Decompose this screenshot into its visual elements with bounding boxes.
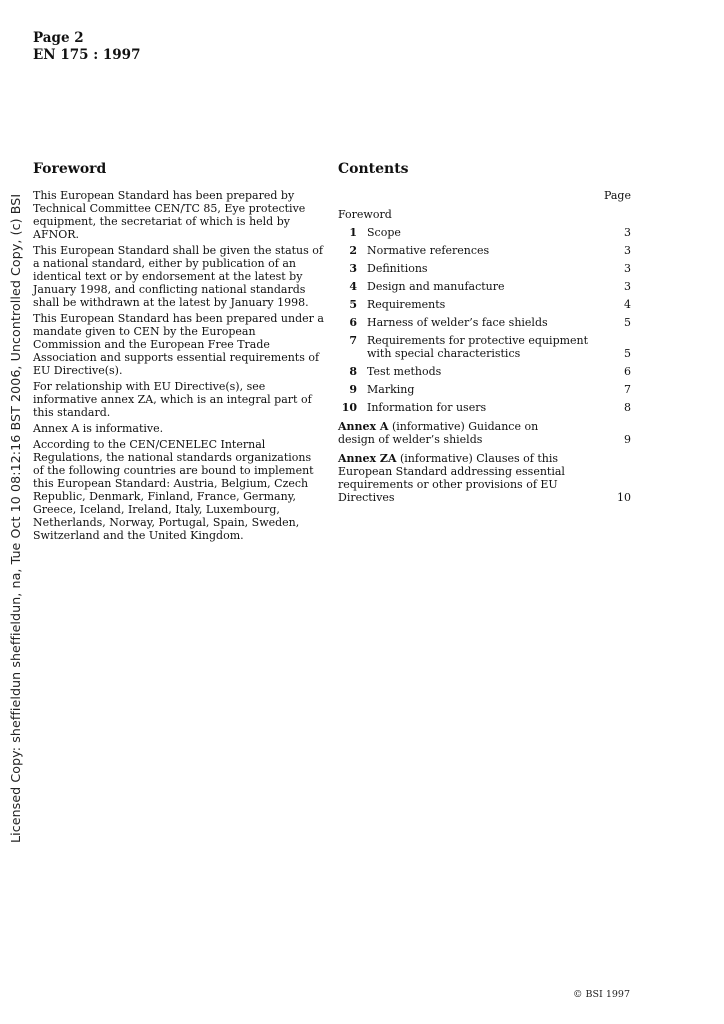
toc-num: 3: [349, 262, 357, 275]
toc-item[interactable]: [338, 226, 631, 239]
toc-page: 3: [624, 280, 631, 293]
toc-num: 5: [349, 298, 357, 311]
toc-item[interactable]: [338, 262, 631, 275]
contents-section: [338, 160, 631, 504]
toc-title: Test methods: [367, 365, 442, 378]
toc-title: Requirements: [367, 298, 446, 311]
page-header: [33, 30, 140, 64]
toc-title: Definitions: [367, 262, 428, 275]
toc-page: 6: [624, 365, 631, 378]
toc-num: 7: [349, 334, 357, 347]
toc-page: 5: [624, 347, 631, 360]
toc-item[interactable]: [338, 383, 631, 396]
license-watermark: Licensed Copy: sheffieldun sheffieldun, na, Tue Oct 10 08:12:16 BST 2006, Uncontrolled Copy, (c) BSI: [8, 193, 23, 843]
toc-page: 7: [624, 383, 631, 396]
toc-item[interactable]: [338, 401, 631, 414]
annex-text: (informative) Guidance on design of welder’s shields: [338, 420, 539, 446]
foreword-paragraph: According to the CEN/CENELEC Internal Regulations, the national standards organizations of the following countries are bound to implement this European Standard: Austria, Belgium, Czech Republic, Denmark, Finland, France, Germany, Greece, Iceland, Ireland, Italy, Luxembourg, Netherlands, Norway, Portugal, Spain, Sweden, Switzerland and the United Kingdom.: [33, 438, 314, 542]
foreword-paragraph: For relationship with EU Directive(s), see informative annex ZA, which is an integral part of this standard.: [33, 380, 312, 419]
toc-item[interactable]: [338, 298, 631, 311]
page-number: Page 2: [33, 30, 84, 46]
copyright-footer: © BSI 1997: [573, 989, 630, 1000]
toc-title: Requirements for protective equipment with special characteristics: [367, 334, 589, 360]
toc-foreword-label: Foreword: [338, 208, 392, 221]
toc-page: 3: [624, 226, 631, 239]
foreword-paragraph: Annex A is informative.: [33, 422, 164, 435]
toc-item[interactable]: [338, 334, 631, 360]
foreword-title: Foreword: [33, 161, 107, 177]
annex-page: 10: [617, 491, 631, 504]
foreword-section: [33, 160, 325, 545]
toc-title: Marking: [367, 383, 415, 396]
contents-title: Contents: [338, 161, 409, 177]
annex-label: Annex ZA: [338, 452, 397, 465]
toc-list: [338, 226, 631, 414]
annex-label: Annex A: [338, 420, 389, 433]
annex-page: 9: [624, 433, 631, 446]
toc-title: Information for users: [367, 401, 487, 414]
toc-title: Design and manufacture: [367, 280, 505, 293]
contents-page-label: Page: [603, 189, 631, 202]
toc-page: 8: [624, 401, 631, 414]
toc-item[interactable]: [338, 316, 631, 329]
toc-page: 5: [624, 316, 631, 329]
toc-annex-za[interactable]: [338, 452, 631, 504]
annex-text: (informative) Clauses of this European Standard addressing essential requirements or other provisions of EU Directives: [338, 452, 565, 504]
toc-title: Harness of welder’s face shields: [367, 316, 548, 329]
toc-page: 3: [624, 262, 631, 275]
toc-page: 3: [624, 244, 631, 257]
toc-num: 1: [349, 226, 357, 239]
toc-title: Scope: [367, 226, 401, 239]
standard-id: EN 175 : 1997: [33, 47, 141, 63]
foreword-paragraph: This European Standard shall be given the status of a national standard, either by publication of an identical text or by endorsement at the latest by January 1998, and conflicting national standards shall be withdrawn at the latest by January 1998.: [33, 244, 323, 309]
toc-title: Normative references: [367, 244, 490, 257]
toc-num: 8: [349, 365, 357, 378]
toc-page: 4: [624, 298, 631, 311]
toc-num: 9: [349, 383, 357, 396]
foreword-paragraph: This European Standard has been prepared by Technical Committee CEN/TC 85, Eye protective equipment, the secretariat of which is held by AFNOR.: [33, 189, 306, 241]
toc-annex-a[interactable]: [338, 420, 631, 446]
foreword-paragraph: This European Standard has been prepared under a mandate given to CEN by the European Commission and the European Free Trade Association and supports essential requirements of EU Directive(s).: [33, 312, 324, 377]
toc-num: 4: [349, 280, 357, 293]
toc-item[interactable]: [338, 365, 631, 378]
toc-item[interactable]: [338, 244, 631, 257]
toc-foreword-entry[interactable]: [338, 208, 631, 221]
toc-item[interactable]: [338, 280, 631, 293]
toc-num: 6: [349, 316, 357, 329]
toc-num: 10: [341, 401, 357, 414]
toc-num: 2: [349, 244, 357, 257]
